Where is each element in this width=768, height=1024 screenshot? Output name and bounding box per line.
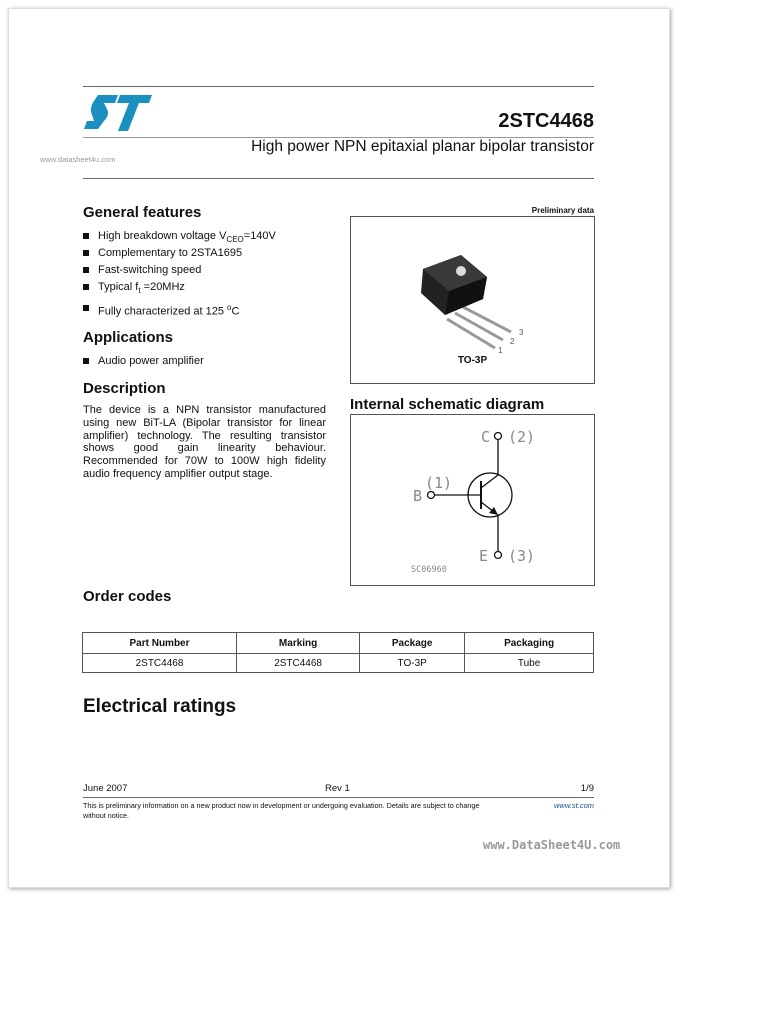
- description-line: using new BiT-LA (Bipolar transistor for linear: [83, 416, 326, 429]
- footer-page: 1/9: [580, 783, 594, 794]
- description-heading: Description: [83, 380, 166, 397]
- to3p-package-image: [401, 247, 541, 357]
- table-cell: TO-3P: [360, 654, 465, 673]
- table-cell: 2STC4468: [237, 654, 360, 673]
- general-features-list: [83, 229, 276, 318]
- general-features-heading: General features: [83, 204, 202, 221]
- package-box: [350, 216, 595, 384]
- footer-rule: [83, 797, 594, 798]
- feature-item: Fully characterized at 125 $^o$C: [83, 301, 276, 318]
- description-line: amplifier) technology. The resulting transistor: [83, 429, 326, 442]
- applications-heading: Applications: [83, 329, 174, 346]
- watermark-top[interactable]: www.datasheet4u.com: [40, 155, 116, 164]
- package-caption: TO-3P: [457, 355, 488, 366]
- subtitle: High power NPN epitaxial planar bipolar transistor: [251, 138, 594, 155]
- column-header: Packaging: [465, 633, 594, 654]
- collector-label: C: [481, 428, 491, 446]
- preliminary-tag: Preliminary data: [531, 206, 594, 215]
- table-row: [83, 654, 594, 673]
- electrical-ratings-heading: Electrical ratings: [83, 696, 237, 717]
- description-line: Recommended for 70W to 100W high fidelity: [83, 455, 326, 468]
- description-line: audio frequency amplifier output stage.: [83, 467, 273, 480]
- footer-note: This is preliminary information on a new product now in development or undergoing evaluation. Details are subject to change without notice.: [83, 801, 480, 820]
- schematic-code: SC06960: [411, 565, 447, 575]
- feature-item: Complementary to 2STA1695: [83, 246, 276, 263]
- table-cell: 2STC4468: [83, 654, 237, 673]
- applications-list: [83, 354, 204, 371]
- base-label: B: [413, 487, 423, 505]
- order-codes-table: [82, 632, 594, 673]
- table-header-row: [83, 633, 594, 654]
- feature-item: Fast-switching speed: [83, 263, 276, 280]
- st-logo: [84, 93, 154, 133]
- description-text: [83, 404, 326, 481]
- column-header: Package: [360, 633, 465, 654]
- watermark-bottom[interactable]: www.DataSheet4U.com: [483, 838, 621, 852]
- footer-rev: Rev 1: [325, 783, 350, 794]
- column-header: Part Number: [83, 633, 237, 654]
- transistor-schematic: [351, 415, 594, 585]
- feature-item: Typical $f_t =20MHz$: [83, 280, 276, 297]
- footer-url[interactable]: www.st.com: [553, 801, 594, 810]
- pin-label: 1: [498, 346, 503, 355]
- table-cell: Tube: [465, 654, 594, 673]
- header-top-rule: [83, 86, 594, 87]
- schematic-heading: Internal schematic diagram: [350, 396, 545, 413]
- pin-label: 3: [519, 328, 524, 337]
- pin-label: 2: [510, 337, 515, 346]
- description-line: shows good gain linearity behaviour.: [83, 442, 326, 455]
- base-pin: (1): [425, 474, 453, 492]
- column-header: Marking: [237, 633, 360, 654]
- part-title: 2STC4468: [498, 110, 594, 132]
- description-line: The device is a NPN transistor manufactured: [83, 404, 326, 416]
- emitter-pin: (3): [508, 547, 536, 565]
- feature-item: High breakdown voltage $V_{CEO}=140V$: [83, 229, 276, 246]
- collector-pin: (2): [508, 428, 536, 446]
- footer-date: June 2007: [83, 783, 128, 794]
- header-bottom-rule: [83, 178, 594, 179]
- emitter-label: E: [479, 547, 489, 565]
- order-codes-heading: Order codes: [83, 588, 172, 605]
- schematic-box: [350, 414, 595, 586]
- application-item: Audio power amplifier: [83, 354, 204, 371]
